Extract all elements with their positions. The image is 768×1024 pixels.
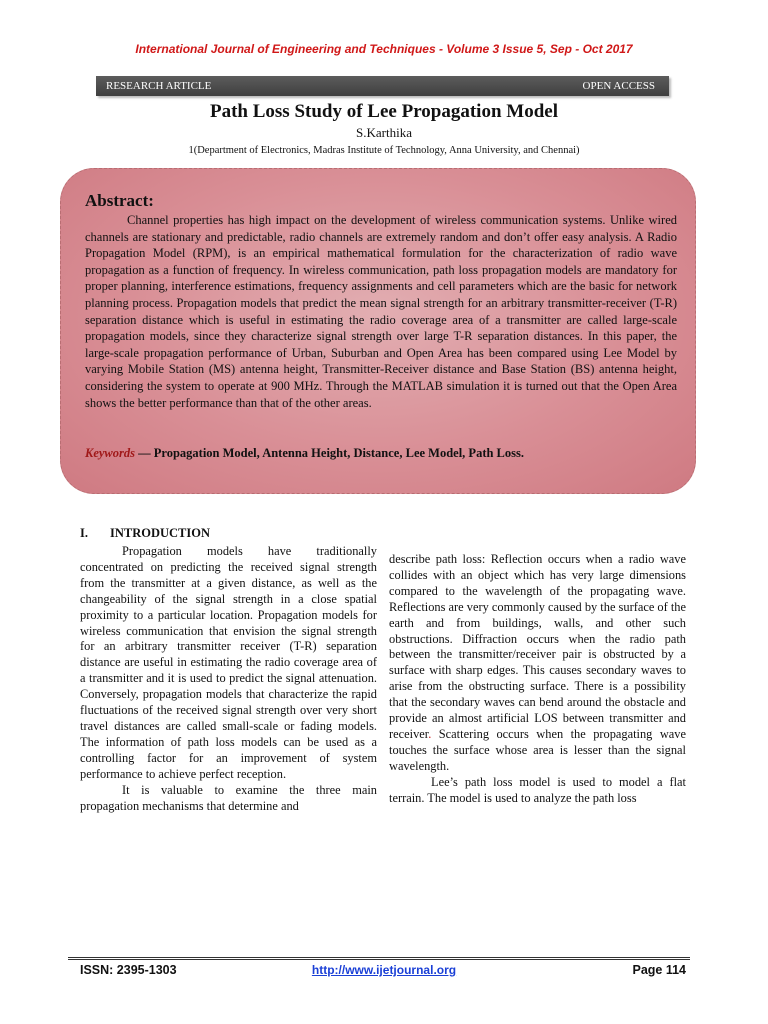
intro-paragraph-2: It is valuable to examine the three main propagation mechanisms that determine and: [80, 782, 377, 813]
right-column: [389, 552, 686, 807]
red-period: .: [428, 726, 432, 741]
intro-paragraph-1: Propagation models have traditionally concentrated on predicting the received signal strength from the transmitter at a given distance, as well as the changeability of the signal strength in a close spatial proximity to a particular location. Propagation models for wireless communication that envision the signal strength for an arbitrary transmitter receiver (T-R) separation distance are useful in estimating the radio coverage area of a transmitter and it is used to predict the signal attenuation. Conversely, propagation models that characterize the rapid fluctuations of the received signal strength over very short travel distances are called small-scale or fading models. The information of path loss models can be used as a controlling factor for an improvement of system performance to achieve perfect reception.: [80, 544, 377, 781]
section-number: I.: [80, 526, 88, 540]
intro-paragraph-3-tail: Scattering occurs when the propagating wave touches the surface whose area is lesser than the signal wavelength.: [389, 726, 686, 773]
abstract-heading: Abstract:: [85, 191, 154, 210]
paper-title: Path Loss Study of Lee Propagation Model: [209, 101, 558, 122]
intro-paragraph-3-text: describe path loss: Reflection occurs when a radio wave collides with an object which has very large dimensions compared to the wavelength of the propagating wave. Reflections are very commonly caused by the surface of the earth and from buildings, walls, and other such obstructions. Diffraction occurs when the radio path between the transmitter/receiver pair is obstructed by a surface with sharp edges. This causes secondary waves to arise from the obstructing surface. There is a possibility that the secondary waves can bend around the obstacle and provide an almost artificial LOS between transmitter and receiver: [389, 552, 686, 741]
author-name: S.Karthika: [356, 125, 412, 140]
keywords-list: — Propagation Model, Antenna Height, Distance, Lee Model, Path Loss.: [138, 446, 525, 460]
footer-journal-link[interactable]: http://www.ijetjournal.org: [311, 963, 457, 977]
abstract-box: [60, 168, 696, 494]
footer-page-number: Page 114: [632, 963, 686, 977]
section-heading-introduction: [80, 526, 210, 541]
journal-header: International Journal of Engineering and Techniques - Volume 3 Issue 5, Sep - Oct 2017: [135, 42, 633, 56]
intro-paragraph-4: Lee’s path loss model is used to model a flat terrain. The model is used to analyze the path loss: [389, 774, 686, 805]
open-access-label: OPEN ACCESS: [582, 80, 655, 92]
keywords: [85, 446, 677, 461]
abstract-text: [85, 212, 677, 411]
left-column: [80, 544, 377, 814]
abstract-body: Channel properties has high impact on the development of wireless communication systems. Unlike wired channels are stationary and predictable, radio channels are extremely random and don’t offer easy analysis. A Radio Propagation Model (RPM), is an empirical mathematical formulation for the characterization of radio wave propagation as a function of frequency. In wireless communication, path loss propagation models are mandatory for proper planning, interference estimations, frequency assignments and cell parameters which are the basic for network planning process. Propagation models that predict the mean signal strength for an arbitrary transmitter-receiver (T-R) separation distance which is useful in estimating the radio coverage area of a transmitter are called large-scale propagation models, since they characterize signal strength over large T-R separation distances. In this paper, the large-scale propagation performance of Urban, Suburban and Open Area has been compared using Lee Model by varying Mobile Station (MS) antenna height, Transmitter-Receiver distance and Base Station (BS) antenna height, considering the system to operate at 900 MHz. Through the MATLAB simulation it is turned out that the Open Area shows the better performance than that of the other areas.: [85, 213, 677, 410]
author-affiliation: 1(Department of Electronics, Madras Institute of Technology, Anna University, and Chennai): [188, 145, 580, 156]
article-type-label: RESEARCH ARTICLE: [106, 80, 212, 92]
footer-issn: ISSN: 2395-1303: [80, 963, 177, 977]
section-title: INTRODUCTION: [110, 526, 211, 540]
article-type-bar: [96, 76, 669, 96]
intro-paragraph-3: [389, 552, 686, 775]
keywords-label: Keywords: [85, 446, 135, 460]
